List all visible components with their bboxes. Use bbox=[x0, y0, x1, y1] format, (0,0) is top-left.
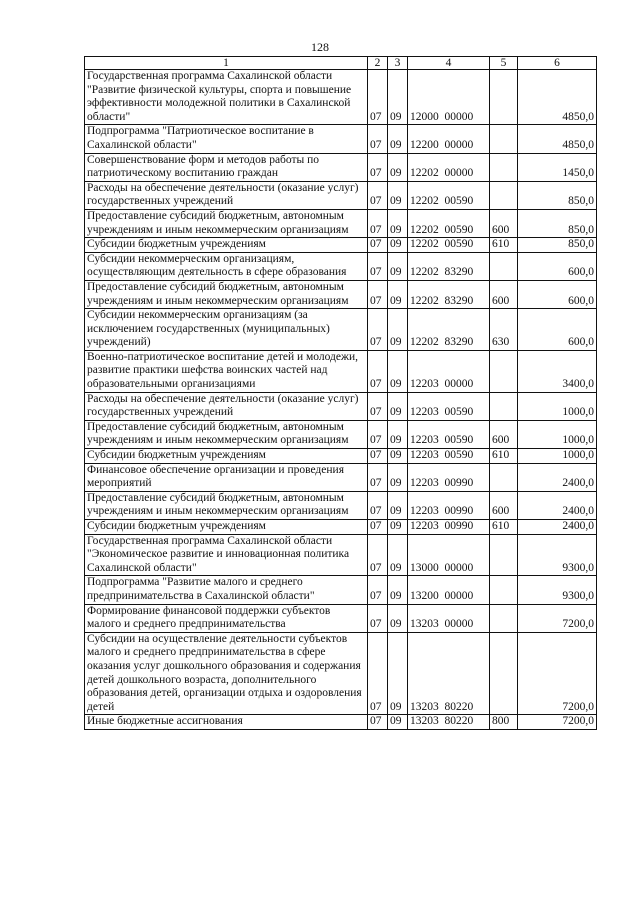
row-expense-type bbox=[490, 463, 518, 491]
row-subsection: 09 bbox=[388, 392, 408, 420]
row-expense-type bbox=[490, 576, 518, 604]
row-subsection: 09 bbox=[388, 350, 408, 392]
row-subsection: 09 bbox=[388, 238, 408, 253]
row-subsection: 09 bbox=[388, 604, 408, 632]
row-target-code: 12203 00990 bbox=[408, 463, 490, 491]
row-subsection: 09 bbox=[388, 125, 408, 153]
row-amount: 2400,0 bbox=[518, 463, 597, 491]
row-expense-type: 610 bbox=[490, 520, 518, 535]
row-subsection: 09 bbox=[388, 181, 408, 209]
table-row bbox=[85, 576, 597, 604]
row-target-code: 12202 00590 bbox=[408, 238, 490, 253]
row-subsection: 09 bbox=[388, 420, 408, 448]
header-row bbox=[85, 57, 597, 70]
row-section: 07 bbox=[368, 420, 388, 448]
row-amount: 1000,0 bbox=[518, 420, 597, 448]
row-name: Финансовое обеспечение организации и проведения мероприятий bbox=[85, 463, 368, 491]
row-expense-type: 610 bbox=[490, 238, 518, 253]
row-expense-type: 630 bbox=[490, 309, 518, 351]
row-name: Расходы на обеспечение деятельности (оказание услуг) государственных учреждений bbox=[85, 181, 368, 209]
table-row bbox=[85, 463, 597, 491]
row-subsection: 09 bbox=[388, 309, 408, 351]
row-name: Формирование финансовой поддержки субъектов малого и среднего предпринимательства bbox=[85, 604, 368, 632]
row-name: Предоставление субсидий бюджетным, автономным учреждениям и иным некоммерческим организациям bbox=[85, 420, 368, 448]
row-amount: 600,0 bbox=[518, 252, 597, 280]
table-row bbox=[85, 153, 597, 181]
row-name: Совершенствование форм и методов работы по патриотическому воспитанию граждан bbox=[85, 153, 368, 181]
row-subsection: 09 bbox=[388, 153, 408, 181]
header-cell-4: 4 bbox=[408, 57, 490, 70]
row-expense-type bbox=[490, 632, 518, 715]
row-expense-type bbox=[490, 350, 518, 392]
row-target-code: 12202 00590 bbox=[408, 181, 490, 209]
row-amount: 1000,0 bbox=[518, 392, 597, 420]
row-name: Иные бюджетные ассигнования bbox=[85, 715, 368, 730]
table-row bbox=[85, 280, 597, 308]
row-section: 07 bbox=[368, 491, 388, 519]
table-row bbox=[85, 449, 597, 464]
row-target-code: 13203 00000 bbox=[408, 604, 490, 632]
row-name: Предоставление субсидий бюджетным, автономным учреждениям и иным некоммерческим организациям bbox=[85, 280, 368, 308]
row-expense-type: 600 bbox=[490, 491, 518, 519]
row-section: 07 bbox=[368, 209, 388, 237]
row-subsection: 09 bbox=[388, 449, 408, 464]
row-section: 07 bbox=[368, 181, 388, 209]
table-row bbox=[85, 238, 597, 253]
table-row bbox=[85, 252, 597, 280]
row-section: 07 bbox=[368, 280, 388, 308]
table-row bbox=[85, 125, 597, 153]
row-expense-type bbox=[490, 252, 518, 280]
row-target-code: 13203 80220 bbox=[408, 632, 490, 715]
row-target-code: 13000 00000 bbox=[408, 534, 490, 576]
row-subsection: 09 bbox=[388, 715, 408, 730]
header-cell-1: 1 bbox=[85, 57, 368, 70]
table-row bbox=[85, 420, 597, 448]
row-section: 07 bbox=[368, 632, 388, 715]
row-amount: 1000,0 bbox=[518, 449, 597, 464]
row-target-code: 12000 00000 bbox=[408, 70, 490, 125]
row-subsection: 09 bbox=[388, 463, 408, 491]
row-amount: 600,0 bbox=[518, 309, 597, 351]
row-subsection: 09 bbox=[388, 534, 408, 576]
row-amount: 7200,0 bbox=[518, 632, 597, 715]
row-subsection: 09 bbox=[388, 252, 408, 280]
row-expense-type: 600 bbox=[490, 209, 518, 237]
header-cell-3: 3 bbox=[388, 57, 408, 70]
row-section: 07 bbox=[368, 576, 388, 604]
row-target-code: 12202 00000 bbox=[408, 153, 490, 181]
table-row bbox=[85, 715, 597, 730]
row-target-code: 12203 00590 bbox=[408, 392, 490, 420]
header-cell-2: 2 bbox=[368, 57, 388, 70]
row-name: Предоставление субсидий бюджетным, автономным учреждениям и иным некоммерческим организациям bbox=[85, 491, 368, 519]
row-section: 07 bbox=[368, 238, 388, 253]
row-section: 07 bbox=[368, 153, 388, 181]
table-body bbox=[85, 70, 597, 730]
table-row bbox=[85, 392, 597, 420]
row-section: 07 bbox=[368, 392, 388, 420]
row-expense-type: 600 bbox=[490, 280, 518, 308]
table-row bbox=[85, 70, 597, 125]
row-section: 07 bbox=[368, 449, 388, 464]
table-row bbox=[85, 604, 597, 632]
row-subsection: 09 bbox=[388, 576, 408, 604]
table-row bbox=[85, 491, 597, 519]
row-amount: 4850,0 bbox=[518, 125, 597, 153]
row-section: 07 bbox=[368, 604, 388, 632]
row-target-code: 12203 00590 bbox=[408, 420, 490, 448]
row-target-code: 12202 83290 bbox=[408, 280, 490, 308]
row-expense-type bbox=[490, 181, 518, 209]
row-name: Подпрограмма "Патриотическое воспитание в Сахалинской области" bbox=[85, 125, 368, 153]
table-row bbox=[85, 534, 597, 576]
row-subsection: 09 bbox=[388, 280, 408, 308]
table-row bbox=[85, 181, 597, 209]
row-target-code: 12200 00000 bbox=[408, 125, 490, 153]
row-target-code: 12202 83290 bbox=[408, 252, 490, 280]
row-amount: 9300,0 bbox=[518, 534, 597, 576]
row-expense-type bbox=[490, 534, 518, 576]
row-section: 07 bbox=[368, 463, 388, 491]
row-amount: 3400,0 bbox=[518, 350, 597, 392]
row-section: 07 bbox=[368, 125, 388, 153]
row-target-code: 12203 00590 bbox=[408, 449, 490, 464]
row-amount: 4850,0 bbox=[518, 70, 597, 125]
header-cell-6: 6 bbox=[518, 57, 597, 70]
row-amount: 850,0 bbox=[518, 209, 597, 237]
row-expense-type: 610 bbox=[490, 449, 518, 464]
row-expense-type: 600 bbox=[490, 420, 518, 448]
row-name: Субсидии на осуществление деятельности субъектов малого и среднего предпринимательства в сфере оказания услуг дошкольного образования и содержания детей дошкольного возраста, дополнительного образования детей, организации отдыха и оздоровления детей bbox=[85, 632, 368, 715]
row-name: Военно-патриотическое воспитание детей и молодежи, развитие практики шефства воинских частей над образовательными организациями bbox=[85, 350, 368, 392]
row-amount: 7200,0 bbox=[518, 604, 597, 632]
row-amount: 9300,0 bbox=[518, 576, 597, 604]
row-target-code: 13203 80220 bbox=[408, 715, 490, 730]
row-expense-type bbox=[490, 70, 518, 125]
row-section: 07 bbox=[368, 715, 388, 730]
row-name: Государственная программа Сахалинской области "Экономическое развитие и инновационная политика Сахалинской области" bbox=[85, 534, 368, 576]
row-expense-type bbox=[490, 153, 518, 181]
row-name: Субсидии бюджетным учреждениям bbox=[85, 449, 368, 464]
table-row bbox=[85, 209, 597, 237]
header-cell-5: 5 bbox=[490, 57, 518, 70]
row-amount: 850,0 bbox=[518, 181, 597, 209]
row-subsection: 09 bbox=[388, 209, 408, 237]
row-amount: 2400,0 bbox=[518, 520, 597, 535]
row-subsection: 09 bbox=[388, 632, 408, 715]
table-row bbox=[85, 309, 597, 351]
row-amount: 850,0 bbox=[518, 238, 597, 253]
row-section: 07 bbox=[368, 70, 388, 125]
row-target-code: 13200 00000 bbox=[408, 576, 490, 604]
row-amount: 1450,0 bbox=[518, 153, 597, 181]
row-name: Государственная программа Сахалинской области "Развитие физической культуры, спорта и повышение эффективности молодежной политики в Сахалинской области" bbox=[85, 70, 368, 125]
row-target-code: 12202 00590 bbox=[408, 209, 490, 237]
table-row bbox=[85, 632, 597, 715]
table-row bbox=[85, 520, 597, 535]
row-name: Субсидии некоммерческим организациям (за исключением государственных (муниципальных) учреждений) bbox=[85, 309, 368, 351]
page-number: 128 bbox=[311, 40, 329, 54]
row-name: Субсидии бюджетным учреждениям bbox=[85, 520, 368, 535]
row-section: 07 bbox=[368, 534, 388, 576]
row-amount: 7200,0 bbox=[518, 715, 597, 730]
row-amount: 600,0 bbox=[518, 280, 597, 308]
row-name: Расходы на обеспечение деятельности (оказание услуг) государственных учреждений bbox=[85, 392, 368, 420]
row-name: Предоставление субсидий бюджетным, автономным учреждениям и иным некоммерческим организациям bbox=[85, 209, 368, 237]
row-target-code: 12202 83290 bbox=[408, 309, 490, 351]
row-expense-type: 800 bbox=[490, 715, 518, 730]
row-name: Субсидии бюджетным учреждениям bbox=[85, 238, 368, 253]
row-section: 07 bbox=[368, 252, 388, 280]
row-subsection: 09 bbox=[388, 491, 408, 519]
row-target-code: 12203 00990 bbox=[408, 520, 490, 535]
row-expense-type bbox=[490, 392, 518, 420]
row-subsection: 09 bbox=[388, 70, 408, 125]
row-section: 07 bbox=[368, 350, 388, 392]
row-section: 07 bbox=[368, 520, 388, 535]
row-subsection: 09 bbox=[388, 520, 408, 535]
row-expense-type bbox=[490, 604, 518, 632]
row-name: Субсидии некоммерческим организациям, осуществляющим деятельность в сфере образования bbox=[85, 252, 368, 280]
row-name: Подпрограмма "Развитие малого и среднего предпринимательства в Сахалинской области" bbox=[85, 576, 368, 604]
row-expense-type bbox=[490, 125, 518, 153]
row-target-code: 12203 00990 bbox=[408, 491, 490, 519]
row-amount: 2400,0 bbox=[518, 491, 597, 519]
table-row bbox=[85, 350, 597, 392]
row-section: 07 bbox=[368, 309, 388, 351]
row-target-code: 12203 00000 bbox=[408, 350, 490, 392]
budget-table bbox=[84, 56, 597, 730]
